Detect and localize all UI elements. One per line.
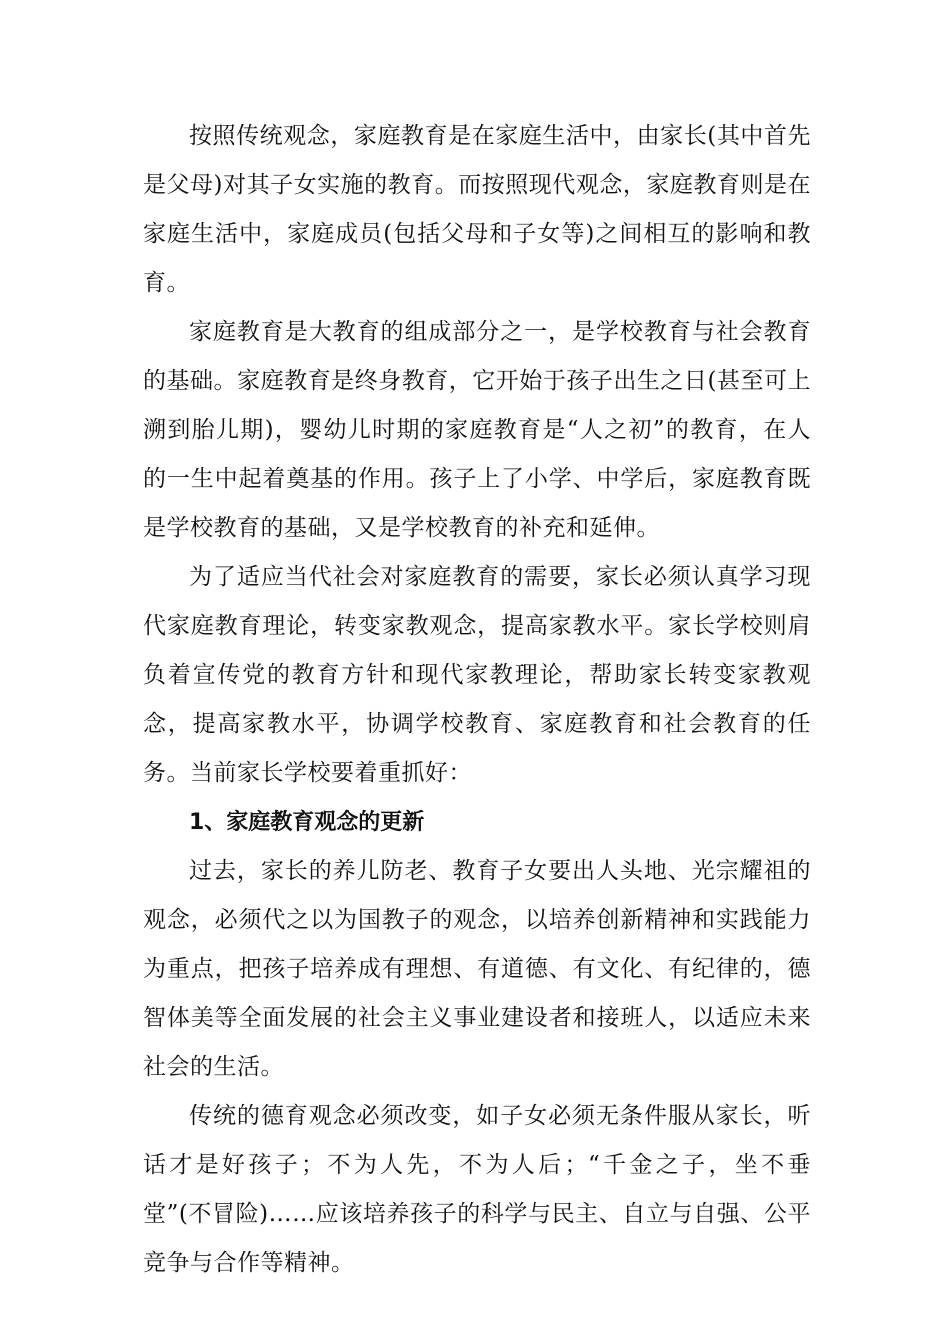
paragraph-traditional-concept: 按照传统观念，家庭教育是在家庭生活中，由家长(其中首先是父母)对其子女实施的教育。而按照现代观念，家庭教育则是在家庭生活中，家庭成员(包括父母和子女等)之间相互的影响和教育。 xyxy=(143,123,811,296)
paragraph-parent-school-duty: 为了适应当代社会对家庭教育的需要，家长必须认真学习现代家庭教育理论，转变家教观念，提高家教水平。家长学校则肩负着宣传党的教育方针和现代家教理论，帮助家长转变家教观念，提高家教水平，协调学校教育、家庭教育和社会教育的任务。当前家长学校要着重抓好： xyxy=(143,564,811,786)
paragraph-moral-education: 传统的德育观念必须改变，如子女必须无条件服从家长，听话才是好孩子；不为人先，不为人后；“千金之子，坐不垂堂”(不冒险)……应该培养孩子的科学与民主、自立与自强、公平竞争与合作等精神。 xyxy=(143,1103,811,1276)
section-heading: 1、家庭教育观念的更新 xyxy=(189,810,425,835)
document-body xyxy=(143,112,811,1288)
paragraph-concept-update: 过去，家长的养儿防老、教育子女要出人头地、光宗耀祖的观念，必须代之以为国教子的观念，以培养创新精神和实践能力为重点，把孩子培养成有理想、有道德、有文化、有纪律的，德智体美等全面发展的社会主义事业建设者和接班人，以适应未来社会的生活。 xyxy=(143,858,811,1080)
paragraph-family-education-foundation: 家庭教育是大教育的组成部分之一，是学校教育与社会教育的基础。家庭教育是终身教育，它开始于孩子出生之日(甚至可上溯到胎儿期)，婴幼儿时期的家庭教育是“人之初”的教育，在人的一生中起着奠基的作用。孩子上了小学、中学后，家庭教育既是学校教育的基础，又是学校教育的补充和延伸。 xyxy=(143,319,811,541)
